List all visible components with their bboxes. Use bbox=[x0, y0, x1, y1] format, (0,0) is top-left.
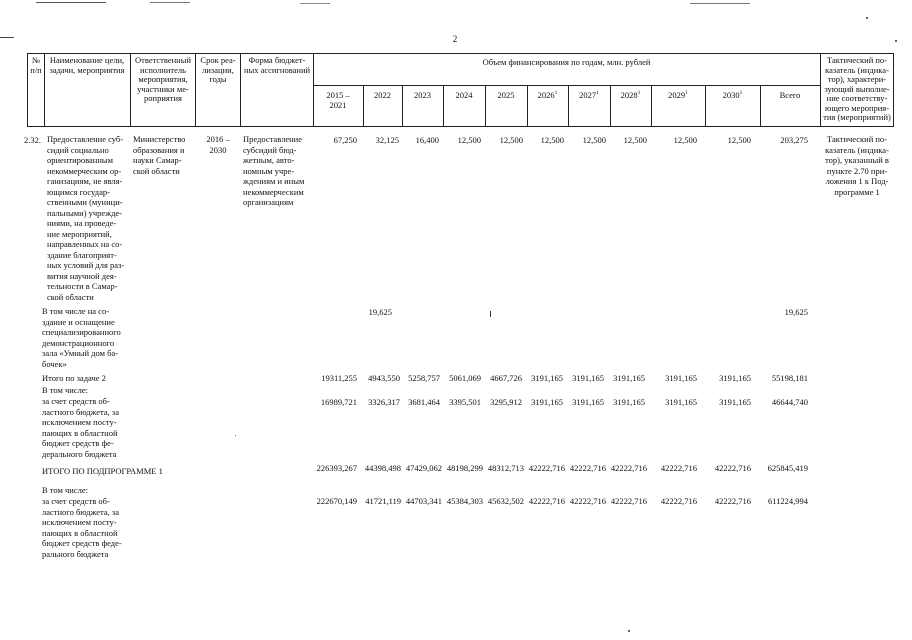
value-cell-total: 611224,994 bbox=[767, 496, 808, 506]
value-cell: 19311,255 bbox=[321, 373, 357, 383]
scan-speck bbox=[628, 630, 630, 632]
scan-artifact bbox=[300, 3, 330, 4]
value-cell: 42222,716 bbox=[660, 463, 697, 473]
value-cell: 5061,069 bbox=[449, 373, 481, 383]
value-cell: 42222,716 bbox=[569, 496, 606, 506]
row-name: за счет средств об- ластного бюджета, за исключением посту- пающих в областной бюджет средств феде- рального бюджета bbox=[42, 496, 122, 559]
header-name: Наименование цели, задачи, мероприятия bbox=[49, 55, 125, 75]
value-cell-total: 203,275 bbox=[780, 135, 808, 145]
row-number: 2.32. bbox=[24, 135, 41, 145]
header-year-2023: 2023 bbox=[414, 90, 431, 100]
value-cell: 12,500 bbox=[540, 135, 564, 145]
value-cell: 45632,502 bbox=[487, 496, 524, 506]
value-cell-total: 55198,181 bbox=[771, 373, 808, 383]
scan-speck bbox=[490, 311, 491, 317]
header-year-2015-2021: 2015 – 2021 bbox=[326, 90, 350, 110]
value-cell: 47429,062 bbox=[405, 463, 442, 473]
value-cell: 12,500 bbox=[623, 135, 647, 145]
header-year-2027: 2027$^1$ bbox=[579, 90, 599, 100]
value-cell: 32,125 bbox=[375, 135, 399, 145]
value-cell: 3295,912 bbox=[490, 397, 522, 407]
scan-artifact bbox=[36, 2, 106, 3]
header-year-2025: 2025 bbox=[497, 90, 515, 100]
row-form: Предоставление субсидий бюд- жетным, авто- номным учре- ждениям и иным некоммерческим организациям bbox=[243, 134, 305, 207]
value-cell: 12,500 bbox=[499, 135, 523, 145]
value-cell: 3191,165 bbox=[719, 397, 751, 407]
value-cell: 44398,498 bbox=[364, 463, 401, 473]
value-cell: 222670,149 bbox=[316, 496, 357, 506]
value-cell: 42222,716 bbox=[528, 496, 565, 506]
value-cell: 12,500 bbox=[582, 135, 606, 145]
value-cell-total: 19,625 bbox=[784, 307, 808, 317]
value-cell: 3191,165 bbox=[572, 373, 604, 383]
value-cell: 44703,341 bbox=[405, 496, 442, 506]
value-cell: 3191,165 bbox=[665, 397, 697, 407]
row-name: В том числе на со- здание и оснащение специализированного демонстрационного зала «Умный дом ба- бочек» bbox=[42, 306, 121, 369]
header-year-2024: 2024 bbox=[455, 90, 473, 100]
value-cell: 3191,165 bbox=[613, 373, 645, 383]
scan-speck bbox=[235, 435, 236, 436]
scan-artifact bbox=[150, 2, 190, 3]
value-cell: 67,250 bbox=[333, 135, 357, 145]
value-cell: 48198,299 bbox=[446, 463, 483, 473]
value-cell: 4667,726 bbox=[490, 373, 522, 383]
header-year-2026: 2026$^1$ bbox=[537, 90, 558, 100]
header-year-total: Всего bbox=[779, 90, 801, 100]
row-responsible: Министерство образования и науки Самар- ской области bbox=[133, 134, 186, 176]
row-term: 2016 – 2030 bbox=[206, 134, 230, 155]
header-form: Форма бюджет- ных ассигнований bbox=[243, 55, 311, 75]
row-name: Предоставление суб- сидий социально ориентированным некоммерческим ор- ганизациям, не явля- ющимся государ- ственными (муници- пальными) учрежде- ниями, на проведе- ние мероприятий, направленных на со- здание благоприят- ных условий для раз- вития научной дея- тельности в Самар- ской области bbox=[47, 134, 125, 302]
value-cell: 19,625 bbox=[368, 307, 392, 317]
value-cell: 226393,267 bbox=[316, 463, 357, 473]
header-year-2028: 2028$^1$ bbox=[620, 90, 641, 100]
value-cell: 3681,464 bbox=[408, 397, 440, 407]
value-cell: 3191,165 bbox=[613, 397, 645, 407]
value-cell: 48312,713 bbox=[487, 463, 524, 473]
value-cell: 3326,317 bbox=[368, 397, 400, 407]
value-cell: 42222,716 bbox=[610, 496, 647, 506]
value-cell: 3191,165 bbox=[665, 373, 697, 383]
value-cell: 16989,721 bbox=[320, 397, 357, 407]
value-cell: 42222,716 bbox=[660, 496, 697, 506]
value-cell: 3395,501 bbox=[449, 397, 481, 407]
value-cell: 12,500 bbox=[457, 135, 481, 145]
row-indicator: Тактический по- казатель (индика- тор), указанный в пункте 2.70 при- ложения 1 к Под- программе 1 bbox=[825, 134, 889, 197]
row-name: В том числе: bbox=[42, 485, 88, 495]
value-cell: 42222,716 bbox=[569, 463, 606, 473]
value-cell: 42222,716 bbox=[610, 463, 647, 473]
value-cell: 42222,716 bbox=[714, 496, 751, 506]
page-number: 2 bbox=[452, 34, 458, 44]
value-cell: 41721,119 bbox=[365, 496, 401, 506]
scan-artifact bbox=[0, 37, 14, 38]
header-indicator: Тактический по- казатель (индика- тор), характери- зующий выполне- ние соответству- ющего мероприя- тия (мероприятий) bbox=[823, 55, 891, 122]
value-cell-total: 625845,419 bbox=[767, 463, 808, 473]
scan-speck bbox=[895, 40, 897, 42]
value-cell: 3191,165 bbox=[572, 397, 604, 407]
value-cell: 12,500 bbox=[673, 135, 697, 145]
value-cell: 45384,303 bbox=[446, 496, 483, 506]
value-cell: 42222,716 bbox=[714, 463, 751, 473]
header-year-2029: 2029$^1$ bbox=[668, 90, 688, 100]
value-cell: 4943,550 bbox=[368, 373, 400, 383]
header-num: № п/п bbox=[30, 55, 42, 75]
value-cell-total: 46644,740 bbox=[771, 397, 808, 407]
row-name: Итого по задаче 2 bbox=[42, 373, 106, 383]
row-name: за счет средств об- ластного бюджета, за исключением посту- пающих в областной бюджет средств фе- дерального бюджета bbox=[42, 396, 120, 459]
scan-artifact bbox=[690, 3, 750, 4]
header-responsible: Ответственный исполнитель мероприятия, участники ме- роприятия bbox=[135, 55, 191, 103]
header-term: Срок реа- лизации, годы bbox=[200, 55, 236, 84]
header-year-2022: 2022 bbox=[374, 90, 391, 100]
row-name: ИТОГО ПО ПОДПРОГРАММЕ 1 bbox=[42, 466, 163, 476]
header-year-2030: 2030$^1$ bbox=[722, 90, 743, 100]
value-cell: 3191,165 bbox=[531, 373, 563, 383]
scan-speck bbox=[866, 17, 868, 19]
value-cell: 42222,716 bbox=[528, 463, 565, 473]
header-financing: Объем финансирования по годам, млн. рублей bbox=[482, 57, 651, 67]
row-name: В том числе: bbox=[42, 385, 88, 395]
value-cell: 3191,165 bbox=[719, 373, 751, 383]
value-cell: 3191,165 bbox=[531, 397, 563, 407]
value-cell: 12,500 bbox=[727, 135, 751, 145]
value-cell: 5258,757 bbox=[408, 373, 440, 383]
value-cell: 16,400 bbox=[415, 135, 439, 145]
